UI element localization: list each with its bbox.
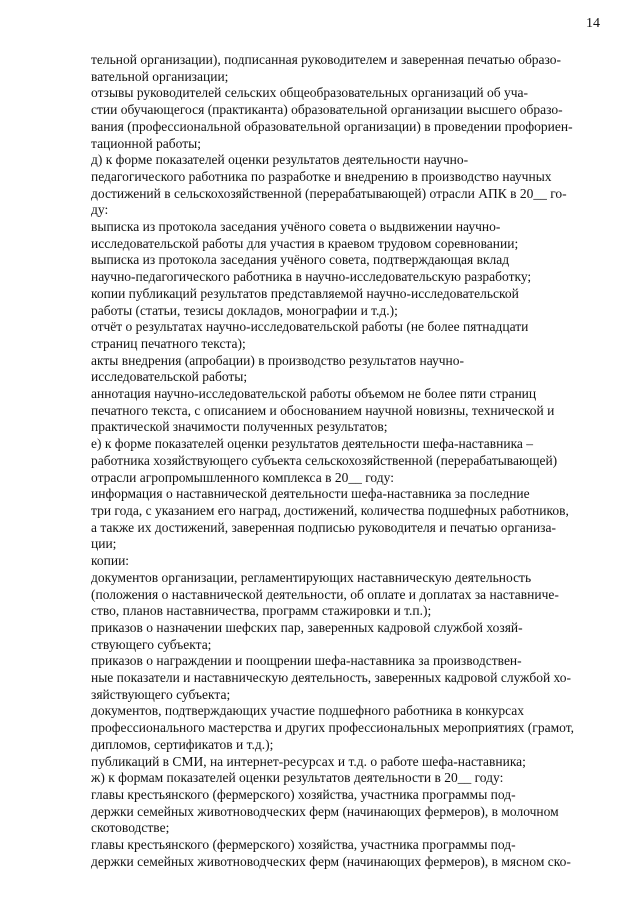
paragraph: главы крестьянского (фермерского) хозяйства, участника программы под- держки семейных животноводческих ферм (начинающих фермеров), в молочном скотоводстве;	[91, 786, 559, 836]
paragraph: д) к форме показателей оценки результатов деятельности научно- педагогического работника по разработке и внедрению в производство научных достижений в сельскохозяйственной (перерабатывающей) отрасли АПК в 20__ го- ду:	[91, 152, 567, 218]
paragraph: выписка из протокола заседания учёного совета о выдвижении научно- исследовательской работы для участия в краевом трудовом соревновании;	[91, 219, 519, 251]
page-body	[91, 52, 591, 870]
paragraph: е) к форме показателей оценки результатов деятельности шефа-наставника – работника хозяйствующего субъекта сельскохозяйственной (перерабатывающей) отрасли агропромышленного комплекса в 20__ году:	[91, 436, 558, 485]
paragraph: отзывы руководителей сельских общеобразовательных организаций об уча- стии обучающегося (практиканта) образовательной организации высшего образо- вания (профессиональной образовательной организации) в проведении профориен- тационной работы;	[91, 85, 573, 151]
paragraph: главы крестьянского (фермерского) хозяйства, участника программы под- держки семейных животноводческих ферм (начинающих фермеров), в мясном ско-	[91, 837, 571, 869]
paragraph: отчёт о результатах научно-исследовательской работы (не более пятнадцати страниц печатного текста);	[91, 319, 529, 351]
paragraph: документов организации, регламентирующих наставническую деятельность (положения о наставнической деятельности, об оплате и доплатах за наставниче- ство, планов наставничества, программ стажировки и т.п.);	[91, 569, 559, 619]
paragraph: тельной организации), подписанная руководителем и заверенная печатью образо- вательной организации;	[91, 52, 562, 84]
paragraph: копии:	[91, 553, 130, 569]
paragraph: информация о наставнической деятельности шефа-наставника за последние три года, с указанием его наград, достижений, количества подшефных работников, а также их достижений, заверенная подписью руководителя и печатью организа- ции;	[91, 486, 569, 552]
paragraph: акты внедрения (апробации) в производство результатов научно- исследовательской работы;	[91, 352, 465, 385]
page-number: 14	[586, 16, 600, 31]
paragraph: копии публикаций результатов представляемой научно-исследовательской работы (статьи, тезисы докладов, монографии и т.д.);	[91, 285, 519, 318]
paragraph: приказов о назначении шефских пар, заверенных кадровой службой хозяй- ствующего субъекта;	[91, 619, 523, 652]
paragraph: выписка из протокола заседания учёного совета, подтверждающая вклад научно-педагогического работника в научно-исследовательскую разработку;	[91, 252, 532, 285]
paragraph: приказов о награждении и поощрении шефа-наставника за производствен- ные показатели и наставническую деятельность, заверенных кадровой службой хо- зяйствующего субъекта;	[91, 653, 572, 702]
paragraph: аннотация научно-исследовательской работы объемом не более пяти страниц печатного текста, с описанием и обоснованием научной новизны, технической и практической значимости полученных результатов;	[91, 386, 555, 435]
paragraph: ж) к формам показателей оценки результатов деятельности в 20__ году:	[91, 770, 504, 786]
paragraph: документов, подтверждающих участие подшефного работника в конкурсах профессионального мастерства и других профессиональных мероприятиях (грамот, дипломов, сертификатов и т.д.);	[91, 703, 574, 752]
paragraph: публикаций в СМИ, на интернет-ресурсах и т.д. о работе шефа-наставника;	[91, 753, 526, 769]
